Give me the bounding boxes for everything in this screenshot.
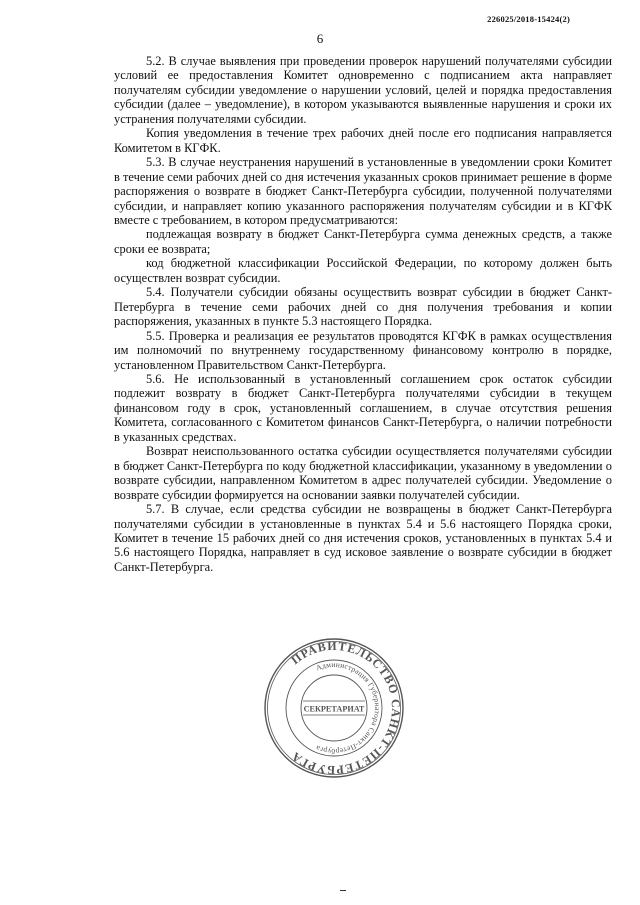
document-code: 226025/2018-15424(2)	[487, 14, 570, 24]
paragraph-5-3: 5.3. В случае неустранения нарушений в установленные в уведомлении сроки Комитет в течение семи рабочих дней со дня истечения указанных сроков принимает решение в форме распоряжения о возврате в бюджет Санкт-Петербурга субсидии, полученной получателями субсидии, и направляет копию указанного распоряжения получателям субсидии и в КГФК вместе с требованием, в котором предусматриваются:	[114, 155, 612, 227]
paragraph-notice-copy: Копия уведомления в течение трех рабочих дней после его подписания направляется Комитетом в КГФК.	[114, 126, 612, 155]
page-number: 6	[316, 31, 324, 46]
paragraph-return-amount: подлежащая возврату в бюджет Санкт-Петербурга сумма денежных средств, а также сроки ее возврата;	[114, 227, 612, 256]
paragraph-budget-code: код бюджетной классификации Российской Федерации, по которому должен быть осуществлен возврат субсидии.	[114, 256, 612, 285]
paragraph-unused-return: Возврат неиспользованного остатка субсидии осуществляется получателями субсидии в бюджет Санкт-Петербурга по коду бюджетной классификации, указанному в уведомлении о возврате субсидии, направленном Комитетом в адрес получателей субсидии. Уведомление о возврате субсидии формируется на основании заявки получателей субсидии.	[114, 444, 612, 502]
paragraph-5-5: 5.5. Проверка и реализация ее результатов проводятся КГФК в рамках осуществления им полномочий по внутреннему государственному финансовому контролю в порядке, установленном Правительством Санкт-Петербурга.	[114, 328, 612, 372]
paragraph-5-2: 5.2. В случае выявления при проведении проверок нарушений получателями субсидии условий ее предоставления Комитет одновременно с подписанием акта направляет получателям субсидии уведомление о нарушении условий, целей и порядка предоставления субсидии (далее – уведомление), в котором указываются выявленные нарушения и сроки их устранения получателями субсидии.	[114, 54, 612, 126]
paragraph-5-4: 5.4. Получатели субсидии обязаны осуществить возврат субсидии в бюджет Санкт-Петербурга в течение семи рабочих дней со дня получения требования и копии распоряжения, указанных в пункте 5.3 настоящего Порядка.	[114, 285, 612, 329]
paragraph-5-7: 5.7. В случае, если средства субсидии не возвращены в бюджет Санкт-Петербурга получателями субсидии в установленные в пунктах 5.4 и 5.6 настоящего Порядка сроки, Комитет в течение 15 рабочих дней со дня истечения сроков, установленных в пунктах 5.4 и 5.6 настоящего Порядка, направляет в суд исковое заявление о возврате субсидии в бюджет Санкт-Петербурга.	[114, 502, 612, 574]
paragraph-5-6: 5.6. Не использованный в установленный соглашением срок остаток субсидии подлежит возврату в бюджет Санкт-Петербурга получателями субсидии в текущем финансовом году в срок, установленный соглашением, в случае отсутствия решения Комитета, согласованного с Комитетом финансов Санкт-Петербурга, о наличии потребности в указанных средствах.	[114, 371, 612, 444]
stamp-outer-text: ПРАВИТЕЛЬСТВО САНКТ-ПЕТЕРБУРГА	[288, 638, 404, 778]
stamp-inner-text: Администрация Губернатора Санкт-Петербурга	[314, 659, 383, 757]
official-seal-stamp	[263, 637, 405, 779]
document-body	[114, 54, 612, 574]
footer-mark	[340, 890, 346, 891]
stamp-center-text: СЕКРЕТАРИАТ	[303, 704, 365, 714]
